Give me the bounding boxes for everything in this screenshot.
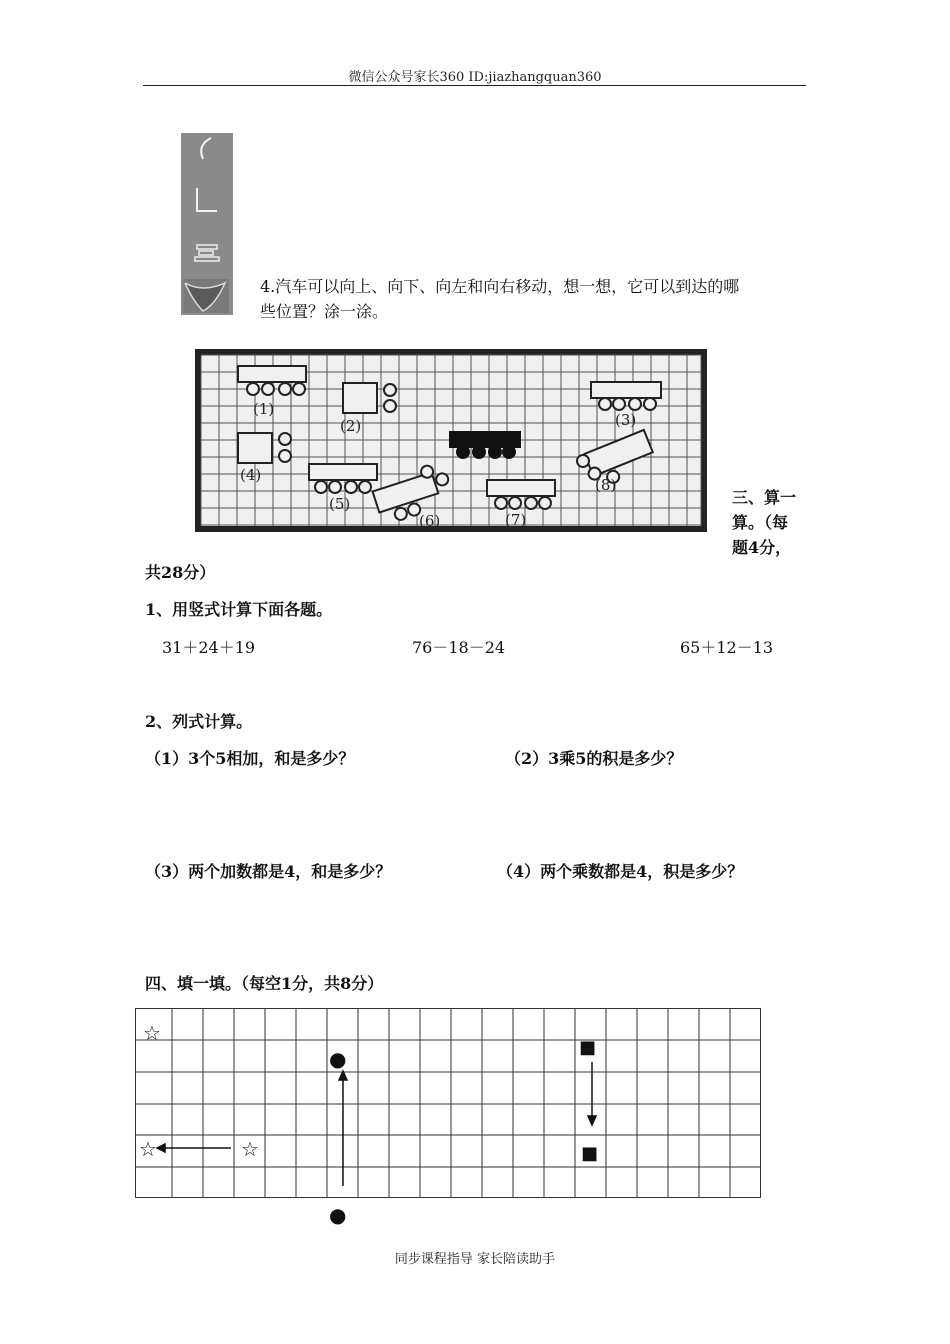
section-3-title-line-2: 算。（每 bbox=[732, 513, 789, 532]
movement-grid bbox=[135, 1008, 762, 1227]
question-4-line-1: 4.汽车可以向上、向下、向左和向右移动，想一想，它可以到达的哪 bbox=[260, 277, 740, 296]
q1-title: 1、用竖式计算下面各题。 bbox=[145, 600, 333, 619]
star-icon-moved: ☆ bbox=[139, 1137, 157, 1161]
car-grid-photo bbox=[195, 349, 707, 532]
car-label-4: (4) bbox=[240, 466, 262, 484]
page-footer: 同步课程指导 家长陪读助手 bbox=[394, 1252, 556, 1267]
question-4-line-2: 些位置？涂一涂。 bbox=[260, 302, 389, 321]
q2-item-4: （4）两个乘数都是4，积是多少？ bbox=[497, 862, 744, 881]
scan-strip-drawing bbox=[181, 133, 233, 315]
square-icon-original: ■ bbox=[579, 1037, 597, 1058]
car-label-6: (6) bbox=[419, 512, 441, 530]
car-label-7: (7) bbox=[505, 511, 527, 529]
q2-item-1: （1）3个5相加，和是多少？ bbox=[145, 749, 355, 768]
q1-item-3: 65＋12－13 bbox=[680, 638, 774, 657]
car-label-3: (3) bbox=[615, 411, 637, 429]
q1-item-1: 31＋24＋19 bbox=[162, 638, 256, 657]
car-label-8: (8) bbox=[595, 476, 617, 494]
q2-item-2: （2）3乘5的积是多少？ bbox=[505, 749, 683, 768]
left-arrow-head bbox=[157, 1144, 165, 1152]
header-divider bbox=[143, 85, 806, 86]
down-arrow-head bbox=[588, 1116, 596, 1125]
q2-item-3: （3）两个加数都是4，和是多少？ bbox=[145, 862, 392, 881]
section-3-title-line-4: 共28分） bbox=[145, 563, 216, 582]
circle-icon-original: ● bbox=[329, 1203, 347, 1227]
q1-item-2: 76－18－24 bbox=[412, 638, 506, 657]
star-icon-top-left: ☆ bbox=[143, 1021, 161, 1045]
car-label-1: (1) bbox=[253, 400, 275, 418]
q2-title: 2、列式计算。 bbox=[145, 712, 253, 731]
section-3-title-line-3: 题4分， bbox=[732, 538, 792, 557]
square-icon-moved: ■ bbox=[581, 1143, 599, 1164]
car-grid-drawing bbox=[195, 349, 707, 532]
circle-icon-moved: ● bbox=[329, 1047, 347, 1071]
section-3-title-line-1: 三、算一 bbox=[732, 488, 797, 507]
movement-grid-drawing bbox=[135, 1008, 762, 1227]
star-icon-original: ☆ bbox=[241, 1137, 259, 1161]
car-label-5: (5) bbox=[329, 495, 351, 513]
section-4-title: 四、填一填。（每空1分，共8分） bbox=[145, 974, 384, 993]
page-header: 微信公众号家长360 ID:jiazhangquan360 bbox=[348, 70, 602, 85]
scan-strip-image bbox=[181, 133, 233, 315]
car-label-2: (2) bbox=[340, 417, 362, 435]
